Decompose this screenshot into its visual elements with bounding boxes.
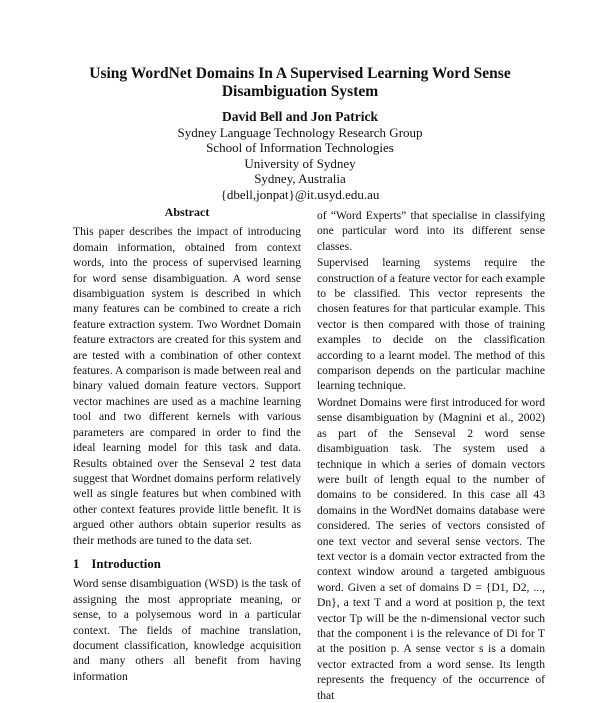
abstract-heading: Abstract — [164, 205, 210, 219]
introduction-text: Word sense disambiguation (WSD) is the task of assigning the most appropriate meaning, or sense, to a polysemous word in a particular context. The fields of machine translation, document classification, knowledge acquisition and many others all benefit from having information — [73, 577, 301, 683]
author-names: David Bell and Jon Patrick — [221, 109, 378, 124]
author-block — [40, 109, 560, 202]
section-number: 1 — [73, 556, 80, 571]
left-column — [73, 205, 301, 684]
paragraph: Supervised learning systems require the construction of a feature vector for each example to be classified. This vector represents the chosen features for that particular example. This vector is then compared with those of training examples to decide on the classification according to a learnt model. The method of this comparison depends on the particular machine learning technique. — [317, 256, 545, 393]
author-email: {dbell,jonpat}@it.usyd.edu.au — [220, 186, 380, 202]
affiliation-line: School of Information Technologies — [206, 140, 394, 155]
right-column — [317, 208, 545, 703]
affiliation-line: Sydney Language Technology Research Group — [177, 124, 423, 140]
affiliation-line: Sydney, Australia — [254, 171, 346, 186]
paper-title: Using WordNet Domains In A Supervised Learning Word Sense Disambiguation System — [89, 65, 511, 100]
section-title: Introduction — [91, 556, 161, 571]
paragraph: Wordnet Domains were first introduced for word sense disambiguation by (Magnini et al., 2002) as part of the Senseval 2 word sense disambiguation task. The system used a technique in which a series of domain vectors were built of length equal to the number of domains to be considered. In this case all 43 domains in the WordNet domains database were considered. The series of vectors consisted of one text vector and several sense vectors. The text vector is a domain vector extracted from the context window around a targeted ambiguous word. Given a set of domains D = {D1, D2, ..., Dn}, a text T and a word at position p, the text vector Tp will be the n-dimensional vector such that the component i is the relevance of Di for T at the position p. A sense vector s is a domain vector extracted from a word sense. Its length represents the frequency of the occurrence of that — [317, 395, 545, 702]
section-heading-introduction — [73, 557, 301, 572]
abstract-text: This paper describes the impact of introducing domain information, obtained from context words, into the process of supervised learning for word sense disambiguation. A word sense disambiguation system is described in which many features can be combined to create a rich feature extraction system. Two Wordnet Domain feature extractors are created for this system and are tested with a combination of other context features. A comparison is made between real and binary valued domain feature vectors. Support vector machines are used as a machine learning tool and two different kernels with various parameters are compared in order to find the ideal learning model for this task and data. Results obtained over the Senseval 2 test data suggest that Wordnet domains perform relatively well as single features but when combined with other context features provide little benefit. It is argued other authors obtain superior results as their methods are tuned to the data set. — [73, 225, 301, 547]
paragraph: of “Word Experts” that specialise in classifying one particular word into its different sense classes. — [317, 209, 545, 253]
affiliation-line: University of Sydney — [244, 155, 356, 171]
